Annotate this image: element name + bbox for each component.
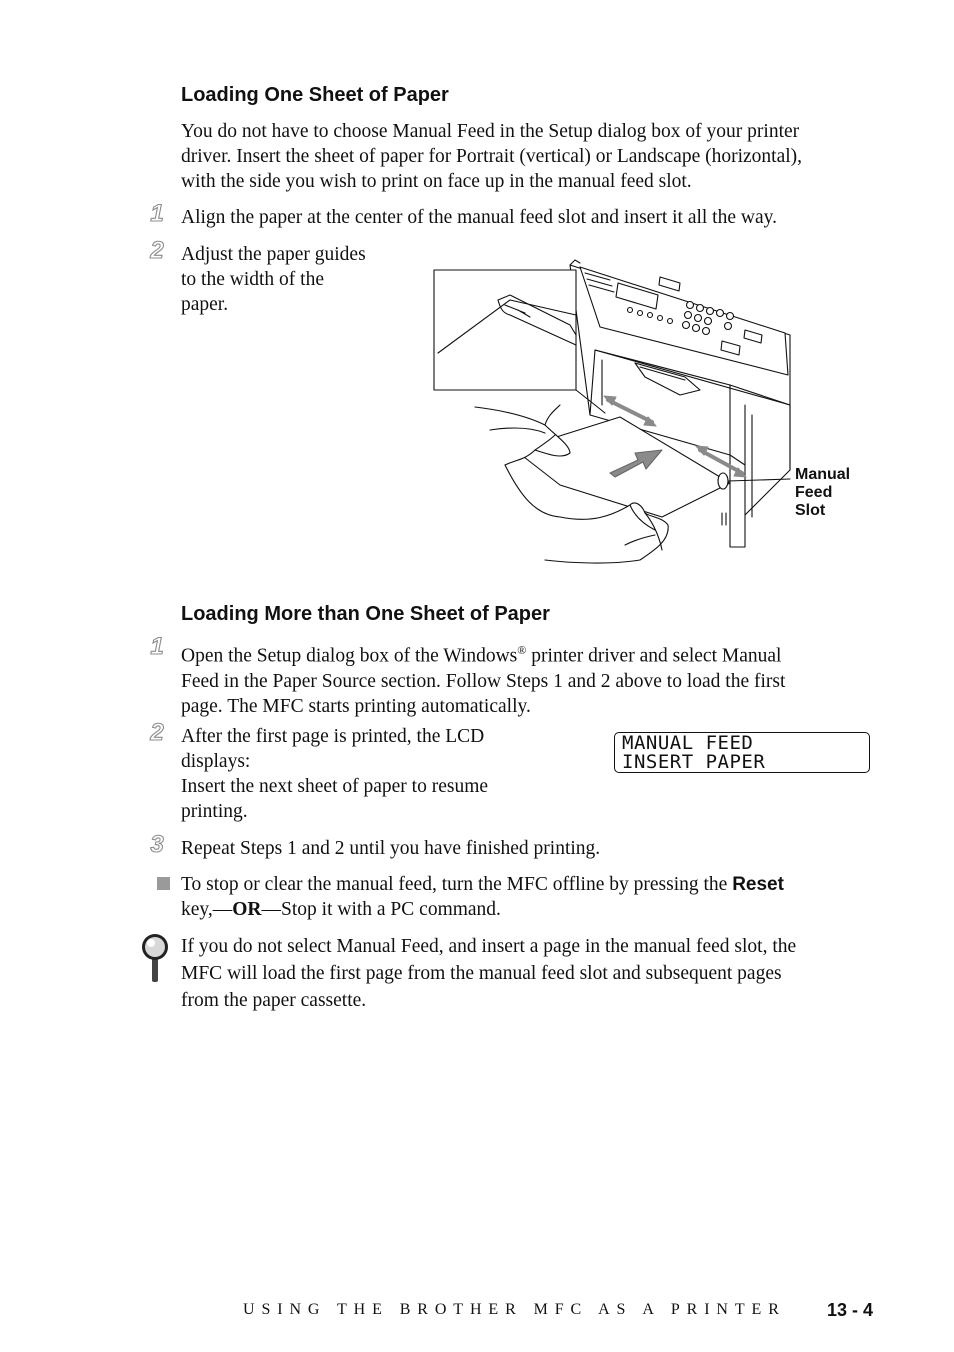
step-text xyxy=(181,242,366,317)
step-line: paper. xyxy=(181,294,229,315)
bullet-text xyxy=(181,872,784,922)
step-line: Adjust the paper guides xyxy=(181,244,366,265)
bullet-line xyxy=(181,872,784,897)
intro-line: driver. Insert the sheet of paper for Portrait (vertical) or Landscape (horizontal), xyxy=(181,146,803,167)
lcd-line: MANUAL FEED xyxy=(622,732,754,754)
step-number: 1 xyxy=(150,633,164,660)
manual-feed-slot-callout xyxy=(795,466,850,520)
intro-paragraph xyxy=(181,119,802,194)
bullet-line-part: To stop or clear the manual feed, turn the MFC offline by pressing the xyxy=(181,874,733,895)
bullet-line xyxy=(181,897,784,922)
step-text xyxy=(181,724,488,824)
note-line: If you do not select Manual Feed, and insert a page in the manual feed slot, the xyxy=(181,936,797,957)
or-emphasis: OR xyxy=(232,899,262,920)
callout-line: Slot xyxy=(795,502,826,519)
footer-title: USING THE BROTHER MFC AS A PRINTER xyxy=(243,1301,786,1318)
intro-line: You do not have to choose Manual Feed in the Setup dialog box of your printer xyxy=(181,121,800,142)
step-line: printing. xyxy=(181,801,248,822)
callout-line: Feed xyxy=(795,484,833,501)
bullet-square xyxy=(157,877,170,890)
registered-mark: ® xyxy=(517,643,527,657)
step-number: 3 xyxy=(150,831,164,858)
magnifier-note-icon xyxy=(140,932,170,984)
step-text xyxy=(181,836,600,861)
intro-line: with the side you wish to print on face up in the manual feed slot. xyxy=(181,171,692,192)
bullet-line-part: —Stop it with a PC command. xyxy=(261,899,501,920)
section-heading-one-sheet: Loading One Sheet of Paper xyxy=(181,84,449,106)
page-number: 13 - 4 xyxy=(827,1300,874,1320)
callout-line: Manual xyxy=(795,466,851,483)
step-line: Insert the next sheet of paper to resume xyxy=(181,776,489,797)
lcd-line: INSERT PAPER xyxy=(622,751,766,773)
lcd-display xyxy=(614,732,870,773)
note-text xyxy=(181,933,796,1014)
section-heading-multiple-sheets: Loading More than One Sheet of Paper xyxy=(181,603,550,625)
step-line: to the width of the xyxy=(181,269,324,290)
step-line: Align the paper at the center of the manual feed slot and insert it all the way. xyxy=(181,207,777,228)
step-line: After the first page is printed, the LCD xyxy=(181,726,485,747)
reset-key-label: Reset xyxy=(732,874,784,895)
step-line-part: Open the Setup dialog box of the Windows xyxy=(181,645,518,667)
step-number: 1 xyxy=(150,200,164,227)
step-text xyxy=(181,205,777,230)
manual-feed-illustration xyxy=(430,255,800,575)
note-line: from the paper cassette. xyxy=(181,990,367,1011)
note-line: MFC will load the first page from the manual feed slot and subsequent pages xyxy=(181,963,782,984)
step-line: Feed in the Paper Source section. Follow Steps 1 and 2 above to load the first xyxy=(181,670,786,692)
step-number: 2 xyxy=(150,719,164,746)
step-number: 2 xyxy=(150,237,164,264)
step-text xyxy=(181,638,785,719)
step-line: displays: xyxy=(181,751,251,772)
step-line: Repeat Steps 1 and 2 until you have finished printing. xyxy=(181,838,601,859)
step-line: page. The MFC starts printing automatically. xyxy=(181,695,531,717)
step-line-part: printer driver and select Manual xyxy=(526,645,782,667)
bullet-line-part: key,— xyxy=(181,899,233,920)
step-line xyxy=(181,638,785,669)
